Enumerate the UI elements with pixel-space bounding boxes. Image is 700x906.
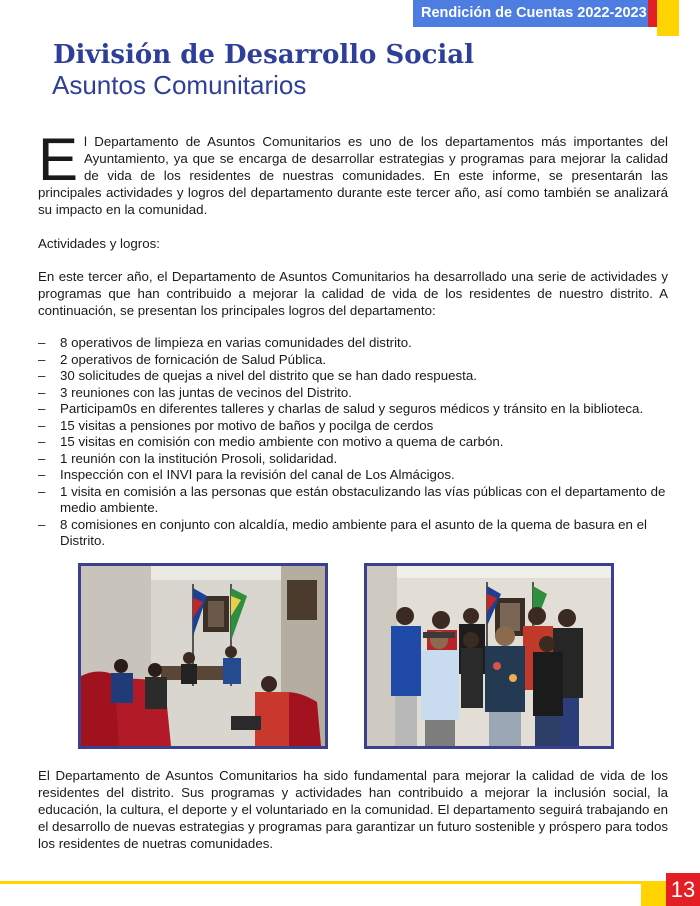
list-item: – 8 comisiones en conjunto con alcaldía, medio ambiente para el asunto de la quema de basura en el Distrito. [38, 517, 668, 550]
drop-cap: E [38, 126, 79, 193]
intro-paragraph [38, 126, 668, 218]
intro-text: l Departamento de Asuntos Comunitarios es uno de los departamentos más importantes del Ayuntamiento, ya que se encarga de desarrollar estrategias y programas para mejorar la calidad de vida de los residentes de nuestras comunidades. En este informe, se presentarán las principales actividades y logros del departamento durante este tercer año, así como también se analizará su impacto en la comunidad. [38, 134, 668, 217]
page-subtitle: Asuntos Comunitarios [52, 70, 307, 100]
footer-accent-yellow [641, 881, 666, 906]
list-item: – 3 reuniones con las juntas de vecinos del Distrito. [38, 385, 668, 402]
header-accent-red [648, 0, 657, 27]
header-banner-text: Rendición de Cuentas 2022-2023 [421, 5, 647, 21]
footer-line [0, 881, 665, 884]
page-number: 13 [670, 877, 696, 902]
list-item: – 30 solicitudes de quejas a nivel del distrito que se han dado respuesta. [38, 368, 668, 385]
activities-heading: Actividades y logros: [38, 236, 160, 251]
list-item: – 2 operativos de fornicación de Salud Pública. [38, 352, 668, 369]
list-item: – 1 reunión con la institución Prosoli, solidaridad. [38, 451, 668, 468]
achievements-list [38, 335, 668, 550]
meeting-photo [78, 563, 328, 749]
header-accent-yellow [657, 0, 679, 36]
closing-paragraph: El Departamento de Asuntos Comunitarios ha sido fundamental para mejorar la calidad de vida de los residentes del distrito. Sus programas y actividades han contribuido a mejorar la inclusión social, la educación, la cultura, el deporte y el voluntariado en la comunidad. El departamento seguirá trabajando en el desarrollo de nuevas estrategias y programas para garantizar un futuro sostenible y próspero para todos los residentes de nuetras comunidades. [38, 768, 668, 851]
list-item: – 1 visita en comisión a las personas que están obstaculizando las vías públicas con el departamento de medio ambiente. [38, 484, 668, 517]
list-item: – Inspección con el INVI para la revisión del canal de Los Almácigos. [38, 467, 668, 484]
list-item: – 15 visitas en comisión con medio ambiente con motivo a quema de carbón. [38, 434, 668, 451]
page-title: División de Desarrollo Social [53, 40, 475, 70]
list-item: – 15 visitas a pensiones por motivo de baños y pocilga de cerdos [38, 418, 668, 435]
activities-intro: En este tercer año, el Departamento de Asuntos Comunitarios ha desarrollado una serie de actividades y programas que han contribuido a mejorar la calidad de vida de los residentes de nuestro distrito. A continuación, se presentan los principales logros del departamento: [38, 269, 668, 318]
group-photo [364, 563, 614, 749]
list-item: – Participam0s en diferentes talleres y charlas de salud y seguros médicos y tránsito en la biblioteca. [38, 401, 668, 418]
list-item: – 8 operativos de limpieza en varias comunidades del distrito. [38, 335, 668, 352]
